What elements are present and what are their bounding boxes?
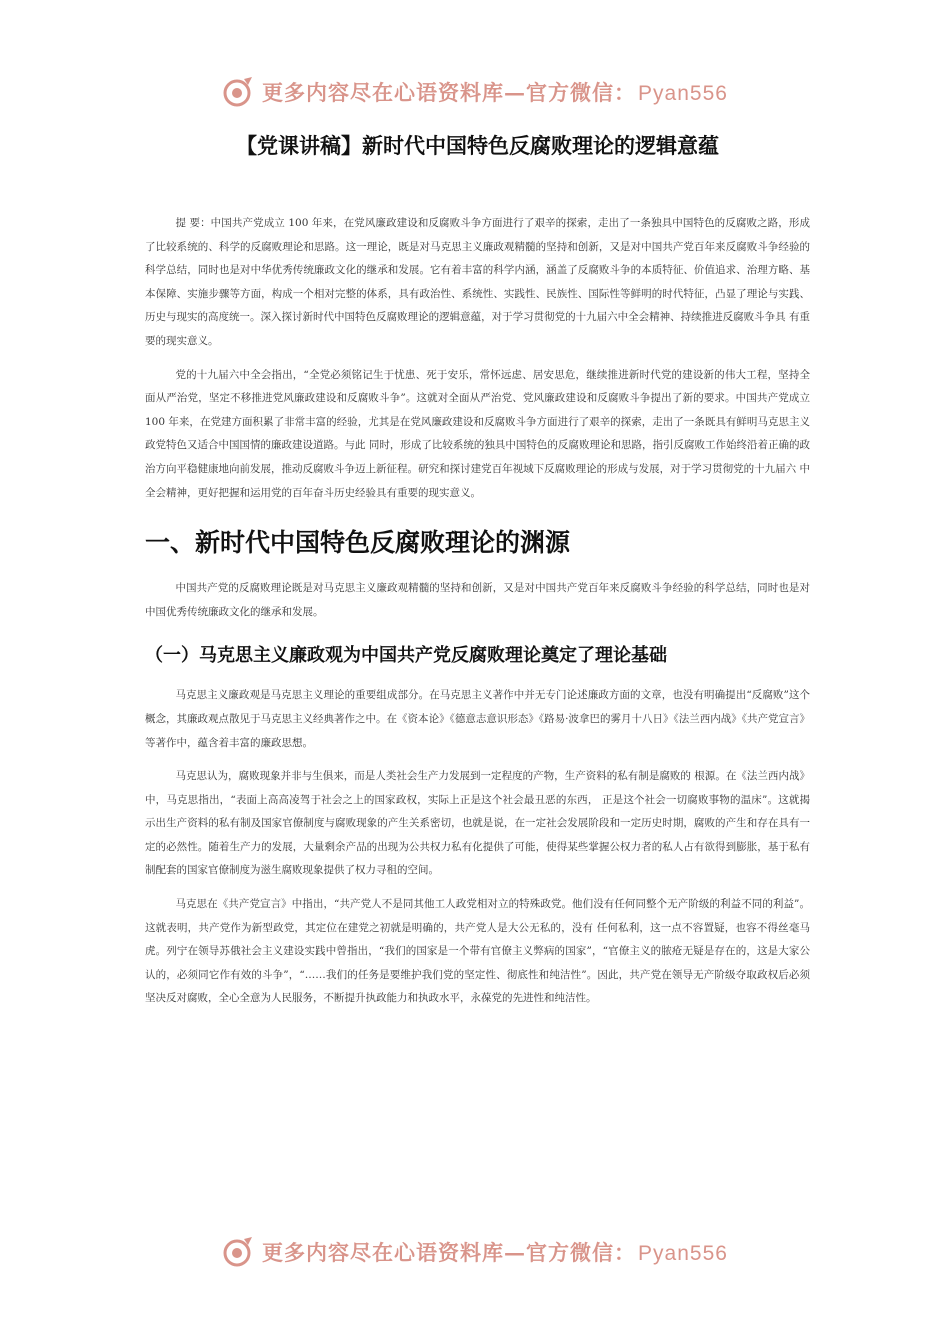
body-paragraph: 马克思主义廉政观是马克思主义理论的重要组成部分。在马克思主义著作中并无专门论述廉政方面的文章，也没有明确提出“反腐败”这个概念，其廉政观点散见于马克思主义经典著作之中。在《资本论》《德意志意识形态》《路易·波拿巴的雾月十八日》《法兰西内战》《共产党宣言》等著作中，蕴含着丰富的廉政思想。 [145,689,810,749]
banner-wechat-id: Pyan556 [638,1242,728,1265]
brush-logo-icon [222,75,256,109]
section-heading: 一、新时代中国特色反腐败理论的渊源 [145,528,571,558]
footer-watermark-banner [0,1230,950,1274]
document-title: 【党课讲稿】新时代中国特色反腐败理论的逻辑意蕴 [236,134,719,158]
banner-wechat-id: Pyan556 [638,82,728,105]
abstract-paragraph: 提 要：中国共产党成立 100 年来，在党风廉政建设和反腐败斗争方面进行了艰辛的探索，走出了一条独具中国特色的反腐败之路，形成了比较系统的、科学的反腐败理论和思路。这一理论，既是对马克思主义廉政观精髓的坚持和创新，又是对中国共产党百年来反腐败斗争经验的科学总结，同时也是对中华优秀传统廉政文化的继承和发展。它有着丰富的科学内涵，涵盖了反腐败斗争的本质特征、价值追求、治理方略、基本保障、实施步骤等方面，构成一个相对完整的体系，具有政治性、系统性、实践性、民族性、国际性等鲜明的时代特征，凸显了理论与实践、历史与现实的高度统一。深入探讨新时代中国特色反腐败理论的逻辑意蕴，对于学习贯彻党的十九届六中全会精神、持续推进反腐败斗争具 有重要的现实意义。 [145,217,810,347]
body-paragraph: 马克思在《共产党宣言》中指出，“共产党人不是同其他工人政党相对立的特殊政党。他们没有任何同整个无产阶级的利益不同的利益”。这就表明，共产党作为新型政党，其定位在建党之初就是明确的，共产党人是大公无私的，没有 任何私利，这一点不容置疑，也容不得丝毫马虎。列宁在领导苏俄社会主义建设实践中曾指出，“我们的国家是一个带有官僚主义弊病的国家”，“官僚主义的脓疮无疑是存在的，这是大家公认的，必须同它作有效的斗争”，“……我们的任务是要维护我们党的坚定性、彻底性和纯洁性”。因此，共产党在领导无产阶级夺取政权后必须坚决反对腐败，全心全意为人民服务，不断提升执政能力和执政水平，永葆党的先进性和纯洁性。 [145,898,810,1005]
section-paragraph: 中国共产党的反腐败理论既是对马克思主义廉政观精髓的坚持和创新，又是对中国共产党百年来反腐败斗争经验的科学总结，同时也是对中国优秀传统廉政文化的继承和发展。 [145,582,810,618]
subsection-heading: （一）马克思主义廉政观为中国共产党反腐败理论奠定了理论基础 [145,645,667,667]
banner-text: 更多内容尽在心语资料库—官方微信：Pyan556 [262,1240,728,1265]
header-watermark-banner [0,70,950,114]
body-paragraph: 马克思认为，腐败现象并非与生俱来，而是人类社会生产力发展到一定程度的产物，生产资料的私有制是腐败的 根源。在《法兰西内战》中，马克思指出，“表面上高高凌驾于社会之上的国家政权，实际上正是这个社会最丑恶的东西， 正是这个社会一切腐败事物的温床”。这就揭示出生产资料的私有制及国家官僚制度与腐败现象的产生关系密切，也就是说，在一定社会发展阶段和一定历史时期，腐败的产生和存在具有一定的必然性。随着生产力的发展，大量剩余产品的出现为公共权力私有化提供了可能，使得某些掌握公权力者的私人占有欲得到膨胀，基于私有制配套的国家官僚制度为滋生腐败现象提供了权力寻租的空间。 [145,770,810,877]
banner-text: 更多内容尽在心语资料库—官方微信：Pyan556 [262,80,728,105]
intro-paragraph: 党的十九届六中全会指出，“全党必须铭记生于忧患、死于安乐，常怀远虑、居安思危，继续推进新时代党的建设新的伟大工程，坚持全面从严治党，坚定不移推进党风廉政建设和反腐败斗争”。这就对全面从严治党、党风廉政建设和反腐败斗争提出了新的要求。中国共产党成立 100 年来，在党建方面积累了非常丰富的经验，尤其是在党风廉政建设和反腐败斗争方面进行了艰辛的探索，走出了一条既具有鲜明马克思主义政党特色又适合中国国情的廉政建设道路。与此 同时，形成了比较系统的独具中国特色的反腐败理论和思路，指引反腐败工作始终沿着正确的政治方向平稳健康地向前发展，推动反腐败斗争迈上新征程。研究和探讨建党百年视域下反腐败理论的形成与发展，对于学习贯彻党的十九届六 中全会精神，更好把握和运用党的百年奋斗历史经验具有重要的现实意义。 [145,368,810,499]
document-body [145,128,810,1021]
brush-logo-icon [222,1235,256,1269]
